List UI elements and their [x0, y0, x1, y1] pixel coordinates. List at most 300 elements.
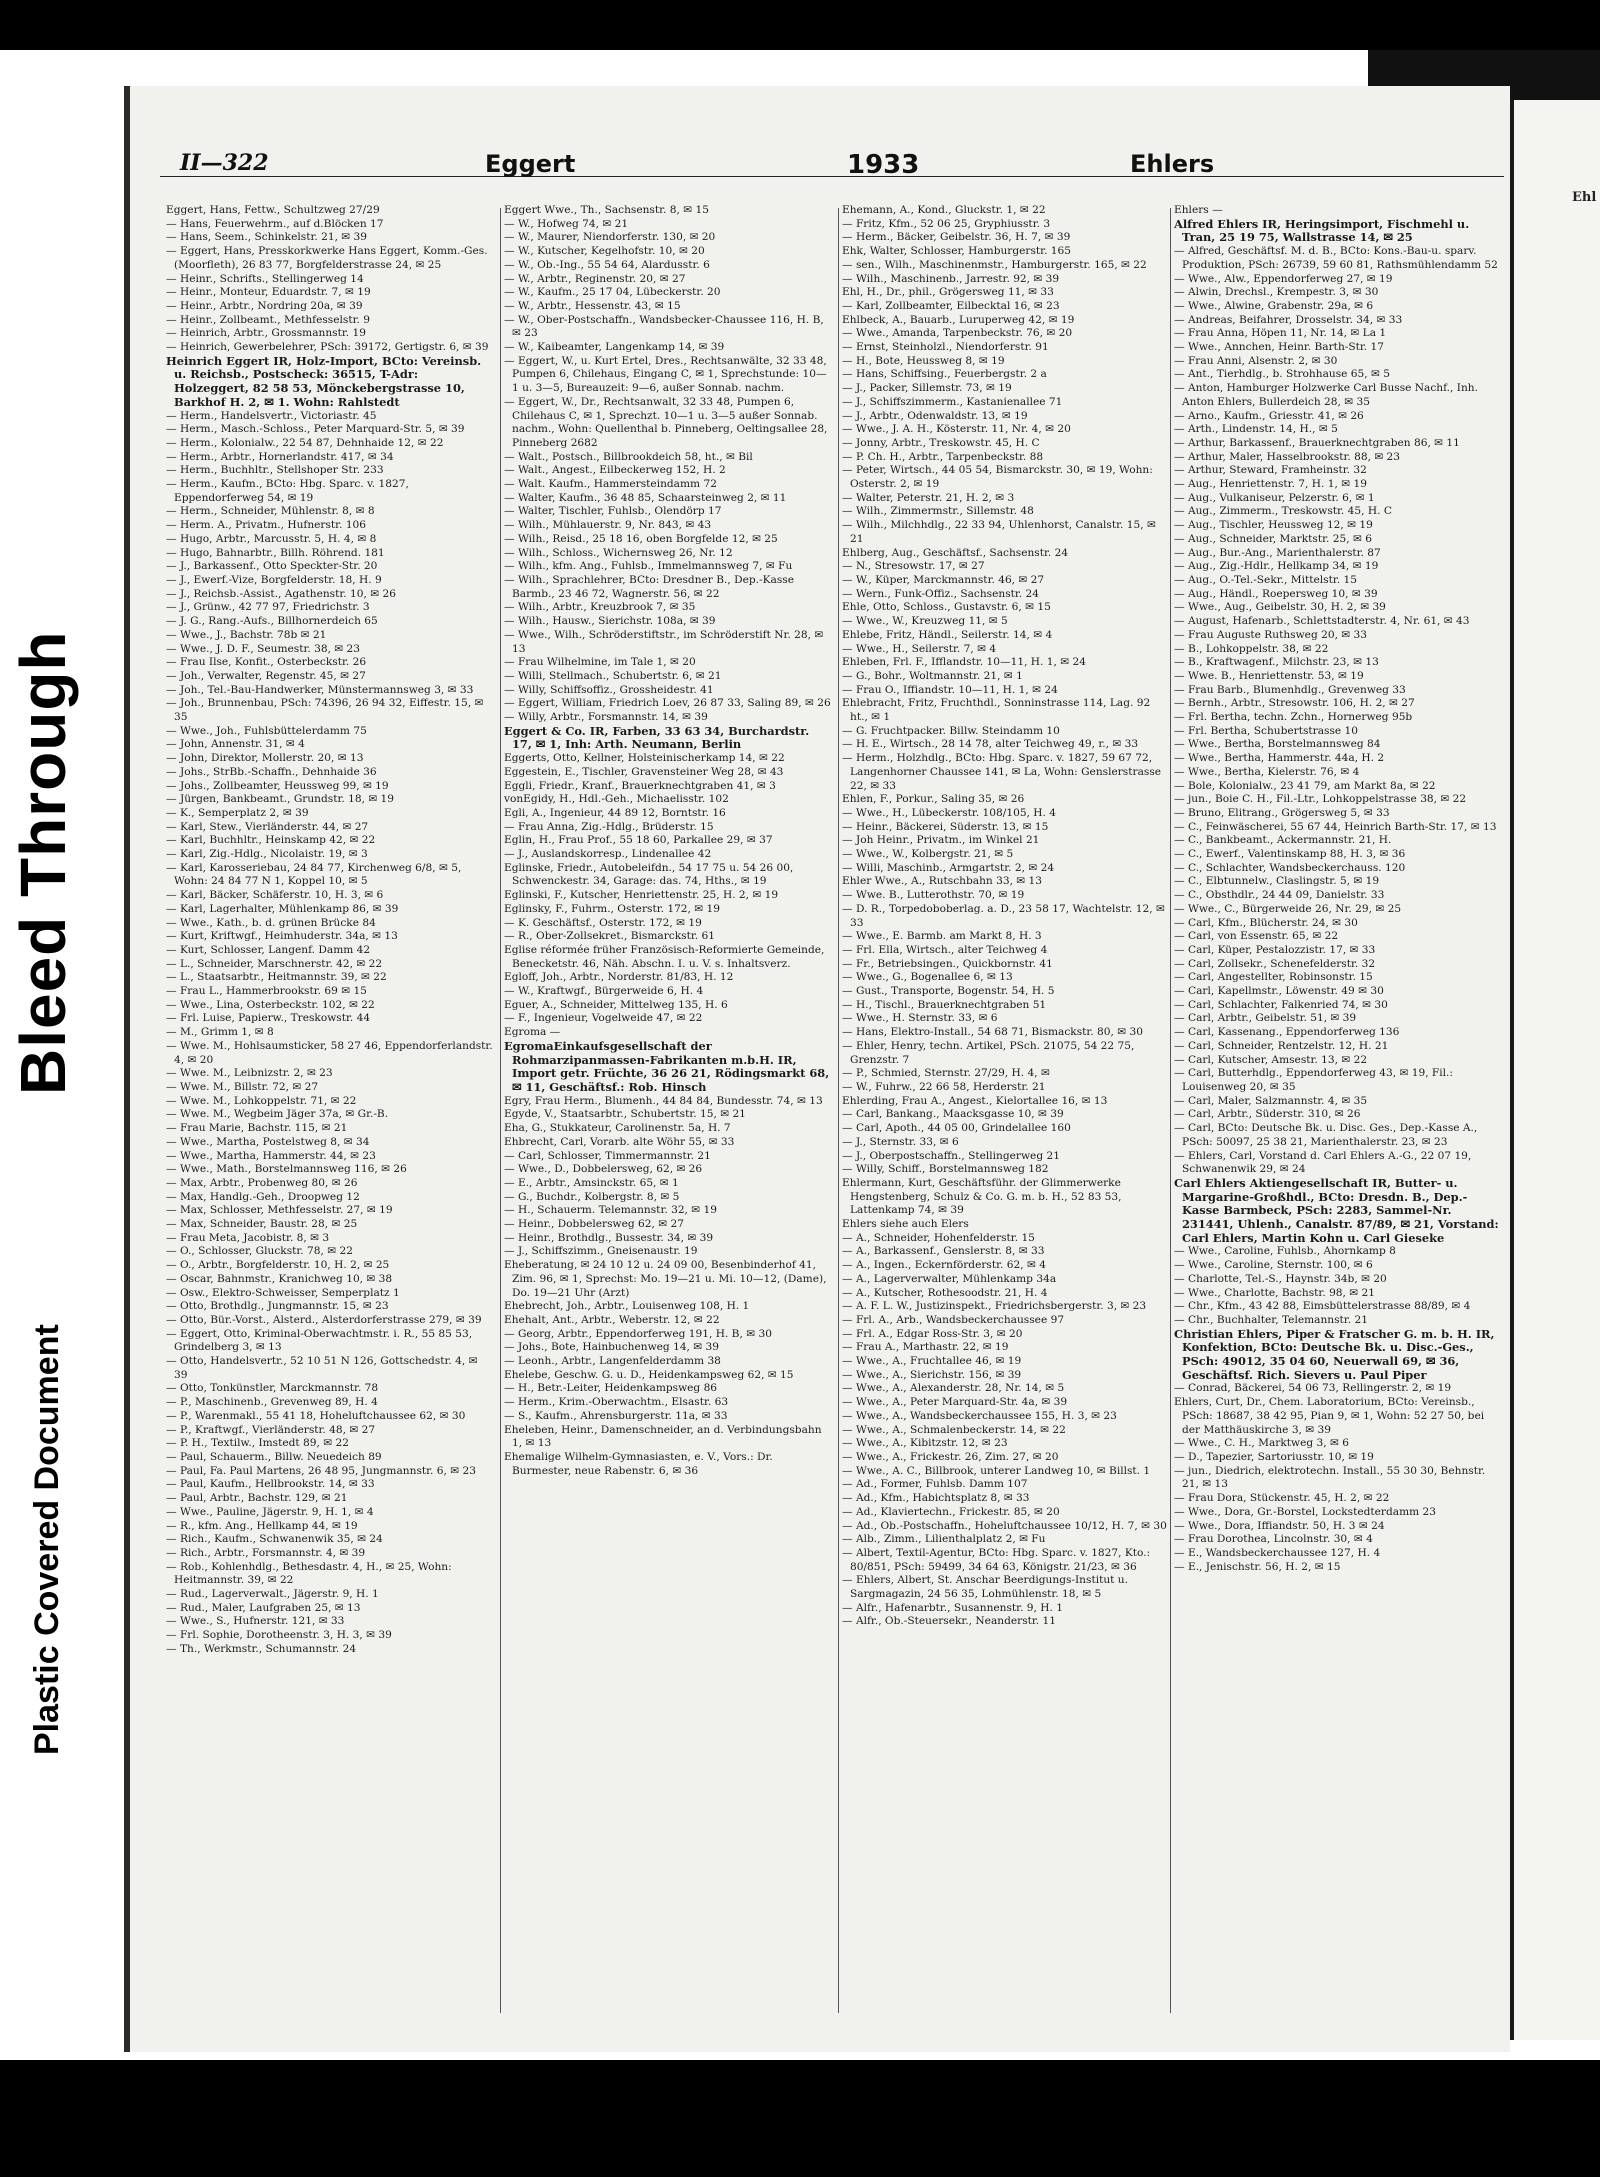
directory-entry: Eggli, Friedr., Kranf., Brauerknechtgraben 41, ✉ 3	[504, 779, 776, 792]
directory-entry: — Wwe., A., Sierichstr. 156, ✉ 39	[842, 1368, 1022, 1381]
directory-entry: — Wwe. M., Billstr. 72, ✉ 27	[166, 1081, 319, 1093]
directory-entry: — A., Kutscher, Rothesoodstr. 21, H. 4	[842, 1286, 1048, 1299]
directory-entry: — Arth., Lindenstr. 14, H., ✉ 5	[1174, 423, 1338, 436]
directory-entry: — Frau Auguste Ruthsweg 20, ✉ 33	[1174, 628, 1368, 641]
directory-entry: — Walt., Postsch., Billbrookdeich 58, ht., ✉ Bil	[504, 450, 753, 463]
plastic-covered-label: Plastic Covered Document	[28, 1324, 66, 1755]
directory-entry: — Rud., Lagerverwalt., Jägerstr. 9, H. 1	[166, 1588, 379, 1601]
header-last-entry: Ehlers	[1130, 150, 1215, 178]
directory-entry: — jun., Boie C. H., Fil.-Ltr., Lohkoppelstrasse 38, ✉ 22	[1174, 793, 1467, 806]
directory-entry: — Andreas, Beifahrer, Drosselstr. 34, ✉ 33	[1174, 313, 1403, 326]
directory-entry: — C., Feinwäscherei, 55 67 44, Heinrich Barth-Str. 17, ✉ 13	[1174, 820, 1497, 833]
directory-entry: — Walter, Kaufm., 36 48 85, Schaarsteinweg 2, ✉ 11	[504, 491, 787, 504]
directory-entry: — Wwe. M., Hohlsaumsticker, 58 27 46, Eppendorferlandstr. 4, ✉ 20	[166, 1039, 493, 1066]
directory-entry: — Carl, Kfm., Blücherstr. 24, ✉ 30	[1174, 916, 1358, 929]
directory-entry: Ehelebe, Geschw. G. u. D., Heidenkampsweg 62, ✉ 15	[504, 1368, 794, 1381]
directory-entry: Egli, A., Ingenieur, 44 89 12, Borntstr. 16	[504, 806, 726, 819]
directory-entry: — Frau Marie, Bachstr. 115, ✉ 21	[166, 1122, 348, 1135]
directory-entry: — Wilh., Mühlauerstr. 9, Nr. 843, ✉ 43	[504, 519, 712, 532]
column-2	[504, 204, 832, 2014]
directory-entry: Eglise réformée früher Französisch-Reformierte Gemeinde, Benecketstr. 46, Näh. Abschn. I. u. V. s. Inhaltsverz.	[504, 943, 825, 970]
directory-entry: — Carl, Kutscher, Amsestr. 13, ✉ 22	[1174, 1053, 1368, 1066]
directory-entry: — R., Ober-Zollsekret., Bismarckstr. 61	[504, 930, 715, 943]
directory-entry: — Karl, Buchhltr., Heinskamp 42, ✉ 22	[166, 834, 376, 847]
directory-entry: — C., Ewerf., Valentinskamp 88, H. 3, ✉ 36	[1174, 848, 1406, 861]
directory-entry: — Ad., Klaviertechn., Frickestr. 85, ✉ 20	[842, 1505, 1060, 1518]
directory-entry: — Wwe., S., Hufnerstr. 121, ✉ 33	[166, 1615, 345, 1628]
directory-entry: — J. G., Rang.-Aufs., Billhornerdeich 65	[166, 615, 378, 628]
directory-entry: — Karl, Bäcker, Schäferstr. 10, H. 3, ✉ 6	[166, 889, 384, 902]
directory-entry: Eglinsky, F., Fuhrm., Osterstr. 172, ✉ 19	[504, 902, 721, 915]
directory-entry: — Herm., Kaufm., BCto: Hbg. Sparc. v. 1827, Eppendorferweg 54, ✉ 19	[166, 478, 409, 504]
column-1	[166, 204, 494, 2014]
directory-entry: — Herm., Buchhltr., Stellshoper Str. 233	[166, 464, 384, 477]
bleed-through-label: Bleed Through	[7, 630, 79, 1095]
directory-entry: — H., Bote, Heussweg 8, ✉ 19	[842, 354, 1005, 367]
directory-entry: — Karl, Lagerhalter, Mühlenkamp 86, ✉ 39	[166, 902, 399, 915]
directory-entry: — Eggert, Otto, Kriminal-Oberwachtmstr. i. R., 55 85 53, Grindelberg 3, ✉ 13	[166, 1327, 473, 1354]
directory-entry: — Bruno, Elitrang., Grögersweg 5, ✉ 33	[1174, 806, 1390, 819]
directory-entry: — E., Jenischstr. 56, H. 2, ✉ 15	[1174, 1560, 1341, 1573]
directory-entry: — Wwe., Caroline, Fuhlsb., Ahornkamp 8	[1174, 1245, 1396, 1258]
directory-entry: — G., Buchdr., Kolbergstr. 8, ✉ 5	[504, 1190, 680, 1203]
directory-entry: — Wwe., Math., Borstelmannsweg 116, ✉ 26	[166, 1163, 407, 1176]
directory-entry: — Wwe., H., Seilerstr. 7, ✉ 4	[842, 642, 997, 655]
directory-entry: — M., Grimm 1, ✉ 8	[166, 1026, 274, 1039]
directory-entry: — Paul, Arbtr., Bachstr. 129, ✉ 21	[166, 1492, 348, 1505]
directory-entry: — Eggert, W., u. Kurt Ertel, Dres., Rechtsanwälte, 32 33 48, Pumpen 6, Chilehaus, Eingang C, ✉ 1, Sprechstunde: 10—1 u. 3—5, Bureauzeit: 9—6, außer Sonnab. nachm.	[504, 354, 827, 395]
directory-entry: — C., Obsthdlr., 24 44 09, Danielstr. 33	[1174, 889, 1385, 902]
directory-entry: — W., Maurer, Niendorferstr. 130, ✉ 20	[504, 231, 716, 244]
directory-entry: Eggerts, Otto, Kellner, Holsteinischerkamp 14, ✉ 22	[504, 752, 785, 765]
directory-entry: — Herm., Bäcker, Geibelstr. 36, H. 7, ✉ 39	[842, 231, 1071, 244]
directory-entry: — G. Fruchtpacker. Billw. Steindamm 10	[842, 724, 1060, 737]
header-year: 1933	[847, 150, 920, 180]
directory-entry: — Carl, Schlosser, Timmermannstr. 21	[504, 1149, 711, 1162]
directory-entry: — N., Stresowstr. 17, ✉ 27	[842, 560, 985, 573]
directory-entry: — Conrad, Bäckerei, 54 06 73, Rellingerstr. 2, ✉ 19	[1174, 1382, 1452, 1395]
directory-entry: — Wwe., Joh., Fuhlsbüttelerdamm 75	[166, 724, 367, 737]
directory-entry: — H., Betr.-Leiter, Heidenkampsweg 86	[504, 1382, 718, 1395]
directory-entry: Eglinske, Friedr., Autobeleifdn., 54 17 75 u. 54 26 00, Schwenckestr. 34, Garage: das. 74, Hths., ✉ 19	[504, 861, 794, 888]
directory-entry: — W., Arbtr., Reginenstr. 20, ✉ 27	[504, 272, 686, 285]
directory-entry: — O., Schlosser, Gluckstr. 78, ✉ 22	[166, 1245, 353, 1258]
directory-entry: — A., Ingen., Eckernförderstr. 62, ✉ 4	[842, 1259, 1046, 1272]
directory-entry: — Carl, Küper, Pestalozzistr. 17, ✉ 33	[1174, 943, 1376, 956]
directory-entry: — Wwe., C., Bürgerweide 26, Nr. 29, ✉ 25	[1174, 902, 1402, 915]
directory-entry: — Wwe., A., Alexanderstr. 28, Nr. 14, ✉ 5	[842, 1382, 1065, 1395]
directory-entry: — Rich., Kaufm., Schwanenwik 35, ✉ 24	[166, 1533, 383, 1546]
directory-entry: — Wwe., Bertha, Kielerstr. 76, ✉ 4	[1174, 765, 1360, 778]
directory-entry: — Aug., Schneider, Marktstr. 25, ✉ 6	[1174, 532, 1372, 545]
directory-entry: — Aug., Tischler, Heussweg 12, ✉ 19	[1174, 519, 1373, 532]
directory-entry: — K. Geschäftsf., Osterstr. 172, ✉ 19	[504, 916, 702, 929]
directory-entry: — jun., Diedrich, elektrotechn. Install., 55 30 30, Behnstr. 21, ✉ 13	[1174, 1464, 1486, 1491]
directory-entry: — J., Oberpostschaffn., Stellingerweg 21	[842, 1149, 1060, 1162]
directory-entry: — Alfr., Hafenarbtr., Susannenstr. 9, H. 1	[842, 1601, 1063, 1614]
directory-entry: — Oscar, Bahnmstr., Kranichweg 10, ✉ 38	[166, 1272, 393, 1285]
directory-entry: — Wwe., Annchen, Heinr. Barth-Str. 17	[1174, 341, 1384, 354]
directory-entry: — Carl, Apoth., 44 05 00, Grindelallee 160	[842, 1122, 1071, 1135]
directory-entry: — Charlotte, Tel.-S., Haynstr. 34b, ✉ 20	[1174, 1272, 1387, 1285]
directory-entry: — Walter, Peterstr. 21, H. 2, ✉ 3	[842, 491, 1015, 504]
next-page-header: Ehl	[1572, 190, 1597, 205]
directory-entry: — Frau A., Marthastr. 22, ✉ 19	[842, 1341, 1009, 1354]
directory-entry: — Carl, Arbtr., Geibelstr. 51, ✉ 39	[1174, 1012, 1357, 1025]
directory-entry: — W., Kaufm., 25 17 04, Lübeckerstr. 20	[504, 286, 721, 299]
columns	[166, 204, 1502, 2024]
directory-entry: — Herm., Krim.-Oberwachtm., Elsastr. 63	[504, 1396, 729, 1409]
directory-entry: — C., Elbtunnelw., Claslingstr. 5, ✉ 19	[1174, 875, 1380, 888]
directory-entry: — Wwe., C. H., Marktweg 3, ✉ 6	[1174, 1437, 1349, 1450]
directory-entry: — Carl, Schneider, Rentzelstr. 12, H. 21	[1174, 1039, 1389, 1052]
directory-entry: — Wwe. M., Leibnizstr. 2, ✉ 23	[166, 1067, 333, 1080]
directory-entry: Ehemann, A., Kond., Gluckstr. 1, ✉ 22	[842, 204, 1046, 216]
directory-entry: Eggert, Hans, Fettw., Schultzweg 27/29	[166, 204, 380, 216]
directory-entry: — Rob., Kohlenhdlg., Bethesdastr. 4, H., ✉ 25, Wohn: Heitmannstr. 39, ✉ 22	[166, 1560, 452, 1587]
directory-entry: — Arthur, Steward, Framheinstr. 32	[1174, 464, 1367, 477]
directory-entry: — sen., Wilh., Maschinenmstr., Hamburgerstr. 165, ✉ 22	[842, 258, 1147, 271]
directory-entry: — Anton, Hamburger Holzwerke Carl Busse Nachf., Inh. Anton Ehlers, Bullerdeich 28, ✉ 35	[1174, 382, 1478, 408]
directory-entry: — Hugo, Bahnarbtr., Billh. Röhrend. 181	[166, 546, 385, 559]
page-header	[160, 150, 1504, 180]
directory-entry: — Wwe., E. Barmb. am Markt 8, H. 3	[842, 930, 1042, 943]
directory-entry: — Frau Ilse, Konfit., Osterbeckstr. 26	[166, 656, 367, 669]
directory-entry: — Albert, Textil-Agentur, BCto: Hbg. Sparc. v. 1827, Kto.: 80/851, PSch: 59499, 34 64 63, Königstr. 21/23, ✉ 36	[842, 1546, 1151, 1573]
directory-entry: — Herm., Schneider, Mühlenstr. 8, ✉ 8	[166, 505, 375, 518]
directory-entry: — Alwin, Drechsl., Krempestr. 3, ✉ 30	[1174, 286, 1379, 299]
directory-entry: — W., Küper, Marckmannstr. 46, ✉ 27	[842, 573, 1045, 586]
directory-entry: — D., Tapezier, Sartoriusstr. 10, ✉ 19	[1174, 1450, 1374, 1463]
directory-entry: — Wwe. M., Lohkoppelstr. 71, ✉ 22	[166, 1094, 357, 1107]
directory-entry: — C., Bankbeamt., Ackermannstr. 21, H.	[1174, 834, 1392, 847]
directory-entry: — Willy, Arbtr., Forsmannstr. 14, ✉ 39	[504, 711, 708, 724]
directory-entry: — Frl. Luise, Papierw., Treskowstr. 44	[166, 1012, 371, 1025]
directory-entry: Carl Ehlers Aktiengesellschaft IR, Butter- u. Margarine-Großhdl., BCto: Dresdn. B., Dep.-Kasse Barmbeck, PSch: 2283, Sammel-Nr. 231441, Uhlenh., Canalstr. 87/89, ✉ 21, Vorstand: Carl Ehlers, Martin Kohn u. Carl Gieseke	[1174, 1175, 1499, 1245]
directory-entry: — O., Arbtr., Borgfelderstr. 10, H. 2, ✉ 25	[166, 1259, 390, 1272]
directory-entry: — K., Semperplatz 2, ✉ 39	[166, 806, 309, 819]
directory-entry: — Wwe., Dora, Iffiandstr. 50, H. 3 ✉ 24	[1174, 1519, 1385, 1532]
directory-entry: — Chr., Kfm., 43 42 88, Eimsbüttelerstrasse 88/89, ✉ 4	[1174, 1300, 1471, 1313]
directory-entry: Ehleben, Frl. F., Ifflandstr. 10—11, H. 1, ✉ 24	[842, 656, 1086, 669]
directory-entry: — Wwe., H., Lübeckerstr. 108/105, H. 4	[842, 806, 1057, 819]
directory-entry: — Frau Anna, Höpen 11, Nr. 14, ✉ La 1	[1174, 327, 1387, 340]
directory-entry: — Hans, Schiffsing., Feuerbergstr. 2 a	[842, 368, 1047, 381]
directory-entry: — Carl, von Essenstr. 65, ✉ 22	[1174, 930, 1339, 943]
directory-entry: — Wwe., W., Kreuzweg 11, ✉ 5	[842, 615, 1008, 628]
column-divider	[838, 208, 839, 2013]
directory-entry: — Wilh., Reisd., 25 18 16, oben Borgfelde 12, ✉ 25	[504, 532, 778, 545]
directory-entry: — Otto, Tonkünstler, Marckmannstr. 78	[166, 1382, 379, 1395]
directory-entry: — W., Ob.-Ing., 55 54 64, Alardusstr. 6	[504, 258, 710, 271]
directory-entry: — E., Wandsbeckerchaussee 127, H. 4	[1174, 1546, 1381, 1559]
directory-entry: — Georg, Arbtr., Eppendorferweg 191, H. B, ✉ 30	[504, 1327, 772, 1340]
directory-entry: — D. R., Torpedoboberlag. a. D., 23 58 17, Wachtelstr. 12, ✉ 33	[842, 902, 1165, 929]
directory-entry: — Ehler, Henry, techn. Artikel, PSch. 21075, 54 22 75, Grenzstr. 7	[842, 1039, 1135, 1066]
directory-entry: — Kurt, Schlosser, Langenf. Damm 42	[166, 943, 371, 956]
directory-entry: — Ehlers, Carl, Vorstand d. Carl Ehlers A.-G., 22 07 19, Schwanenwik 29, ✉ 24	[1174, 1149, 1472, 1176]
directory-entry: — Heinr., Zollbeamt., Methfesselstr. 9	[166, 313, 370, 326]
directory-entry: Eggert Wwe., Th., Sachsenstr. 8, ✉ 15	[504, 204, 709, 216]
directory-entry: — J., Grünw., 42 77 97, Friedrichstr. 3	[166, 601, 370, 614]
directory-entry: — Carl, Bankang., Maacksgasse 10, ✉ 39	[842, 1108, 1064, 1121]
directory-entry: — Wwe., J., Bachstr. 78b ✉ 21	[166, 628, 327, 641]
directory-entry: — Frl. Ella, Wirtsch., alter Teichweg 4	[842, 943, 1048, 956]
directory-entry: — J., Arbtr., Odenwaldstr. 13, ✉ 19	[842, 409, 1028, 422]
directory-entry: — August, Hafenarb., Schlettstadterstr. 4, Nr. 61, ✉ 43	[1174, 615, 1470, 628]
directory-entry: — Eggert, William, Friedrich Loev, 26 87 33, Saling 89, ✉ 26	[504, 697, 831, 710]
directory-entry: — Peter, Wirtsch., 44 05 54, Bismarckstr. 30, ✉ 19, Wohn: Osterstr. 2, ✉ 19	[842, 464, 1153, 491]
directory-entry: — Johs., StrBb.-Schaffn., Dehnhaide 36	[166, 765, 377, 778]
directory-entry: — Herm., Handelsvertr., Victoriastr. 45	[166, 409, 377, 422]
directory-entry: — W., Arbtr., Hessenstr. 43, ✉ 15	[504, 299, 681, 312]
directory-entry: — Heinr., Bäckerei, Süderstr. 13, ✉ 15	[842, 820, 1049, 833]
page-number: II—322	[180, 150, 269, 176]
directory-entry: — Willy, Schiffsoffiz., Grossheidestr. 41	[504, 683, 714, 696]
directory-entry: Ehl, H., Dr., phil., Grögersweg 11, ✉ 33	[842, 286, 1054, 299]
directory-entry: — W., Ober-Postschaffn., Wandsbecker-Chaussee 116, H. B, ✉ 23	[504, 313, 824, 340]
directory-entry: — Rud., Maler, Laufgraben 25, ✉ 13	[166, 1601, 361, 1614]
directory-entry: — Heinr., Dobbelersweg 62, ✉ 27	[504, 1218, 684, 1231]
directory-entry: — Ad., Kfm., Habichtsplatz 8, ✉ 33	[842, 1492, 1030, 1505]
directory-entry: — Frau O., Iffiandstr. 10—11, H. 1, ✉ 24	[842, 683, 1058, 696]
directory-entry: — L., Schneider, Marschnerstr. 42, ✉ 22	[166, 957, 383, 970]
directory-entry: — Hans, Feuerwehrm., auf d.Blöcken 17	[166, 217, 384, 230]
directory-entry: — Wwe., Martha, Hammerstr. 44, ✉ 23	[166, 1149, 376, 1162]
directory-entry: — W., Kraftwgf., Bürgerweide 6, H. 4	[504, 985, 704, 998]
directory-entry: — J., Reichsb.-Assist., Agathenstr. 10, ✉ 26	[166, 587, 396, 600]
directory-entry: — Wwe., G., Bogenallee 6, ✉ 13	[842, 971, 1013, 984]
directory-entry: Ehlebracht, Fritz, Fruchthdl., Sonninstrasse 114, Lag. 92 ht., ✉ 1	[842, 697, 1151, 724]
directory-entry: — G., Bohr., Woltmannstr. 21, ✉ 1	[842, 669, 1023, 682]
directory-entry: Ehlbeck, A., Bauarb., Luruperweg 42, ✉ 19	[842, 313, 1075, 326]
directory-entry: — Frau Dorothea, Lincolnstr. 30, ✉ 4	[1174, 1533, 1373, 1546]
directory-entry: — P., Warenmakl., 55 41 18, Hoheluftchaussee 62, ✉ 30	[166, 1409, 466, 1422]
directory-entry: — Wwe., Bertha, Hammerstr. 44a, H. 2	[1174, 752, 1385, 765]
directory-entry: — W., Kutscher, Kegelhofstr. 10, ✉ 20	[504, 245, 705, 258]
directory-entry: — Eggert, W., Dr., Rechtsanwalt, 32 33 48, Pumpen 6, Chilehaus C, ✉ 1, Sprechzt. 10—1 u. 3—5 außer Sonnab. nachm., Wohn: Quellenthal b. Pinneberg, Oeltingsallee 28, Pinneberg 2682	[504, 395, 828, 449]
directory-entry: — Wwe. M., Wegbeim Jäger 37a, ✉ Gr.-B.	[166, 1108, 389, 1121]
directory-entry: — J., Auslandskorresp., Lindenallee 42	[504, 848, 712, 861]
directory-entry: — Wwe., Charlotte, Bachstr. 98, ✉ 21	[1174, 1286, 1376, 1299]
directory-entry: Egroma —	[504, 1026, 561, 1039]
directory-entry: — Wwe., H. Sternstr. 33, ✉ 6	[842, 1012, 998, 1025]
directory-entry: — Max, Handlg.-Geh., Droopweg 12	[166, 1190, 360, 1203]
directory-entry: — Aug., Bur.-Ang., Marienthalerstr. 87	[1174, 546, 1381, 559]
directory-entry: — Paul, Fa. Paul Martens, 26 48 95, Jungmannstr. 6, ✉ 23	[166, 1464, 476, 1477]
directory-entry: — Aug., O.-Tel.-Sekr., Mittelstr. 15	[1174, 573, 1357, 586]
directory-entry: — Aug., Vulkaniseur, Pelzerstr. 6, ✉ 1	[1174, 491, 1375, 504]
directory-entry: — Fritz, Kfm., 52 06 25, Gryphiusstr. 3	[842, 217, 1051, 230]
directory-entry: — Ant., Tierhdlg., b. Strohhause 65, ✉ 5	[1174, 368, 1390, 381]
directory-entry: — Frl. A., Edgar Ross-Str. 3, ✉ 20	[842, 1327, 1023, 1340]
directory-entry: — H., Tischl., Brauerknechtgraben 51	[842, 998, 1047, 1011]
directory-entry: — Willy, Schiff., Borstelmannsweg 182	[842, 1163, 1049, 1176]
directory-entry: — Walter, Tischler, Fuhlsb., Olendörp 17	[504, 505, 722, 518]
directory-entry: — Kurt, Kriftwgf., Heimhuderstr. 34a, ✉ 13	[166, 930, 398, 943]
directory-entry: — Wwe., Wilh., Schröderstiftstr., im Schröderstift Nr. 28, ✉ 13	[504, 628, 824, 655]
directory-entry: — Fr., Betriebsingen., Quickbornstr. 41	[842, 957, 1053, 970]
directory-entry: — Heinr., Arbtr., Nordring 20a, ✉ 39	[166, 299, 363, 312]
directory-entry: — Joh., Brunnenbau, PSch: 74396, 26 94 32, Eiffestr. 15, ✉ 35	[166, 697, 484, 724]
directory-entry: — Karl, Stew., Vierländerstr. 44, ✉ 27	[166, 820, 369, 833]
directory-entry: — J., Sternstr. 33, ✉ 6	[842, 1135, 959, 1148]
column-3	[842, 204, 1170, 2014]
directory-entry: Eheleben, Heinr., Damenschneider, an d. Verbindungsbahn 1, ✉ 13	[504, 1423, 822, 1450]
directory-entry: — Carl, Kapellmstr., Löwenstr. 49 ✉ 30	[1174, 985, 1384, 998]
directory-entry: — Willi, Maschinb., Armgartstr. 2, ✉ 24	[842, 861, 1055, 874]
directory-entry: — Heinr., Brothdlg., Bussestr. 34, ✉ 39	[504, 1231, 714, 1244]
directory-entry: — Wwe., Kath., b. d. grünen Brücke 84	[166, 916, 376, 929]
directory-entry: — Frau Dora, Stückenstr. 45, H. 2, ✉ 22	[1174, 1492, 1390, 1505]
directory-entry: Ehle, Otto, Schloss., Gustavstr. 6, ✉ 15	[842, 601, 1051, 614]
directory-entry: — Wwe., J. D. F., Seumestr. 38, ✉ 23	[166, 642, 361, 655]
directory-entry: — Carl, BCto: Deutsche Bk. u. Disc. Ges., Dep.-Kasse A., PSch: 50097, 25 38 21, Marienthalerstr. 23, ✉ 23	[1174, 1122, 1478, 1148]
directory-entry: Eheberatung, ✉ 24 10 12 u. 24 09 00, Besenbinderhof 41, Zim. 96, ✉ 1, Sprechst: Mo. 19—21 u. Mi. 10—12, (Dame), Do. 19—21 Uhr (Arzt)	[504, 1259, 827, 1299]
directory-entry: — Wwe., Aug., Geibelstr. 30, H. 2, ✉ 39	[1174, 601, 1386, 614]
directory-entry: — Wwe., Alwine, Grabenstr. 29a, ✉ 6	[1174, 299, 1374, 312]
directory-entry: Ehk, Walter, Schlosser, Hamburgerstr. 165	[842, 245, 1072, 258]
directory-entry: — Carl, Angestellter, Robinsonstr. 15	[1174, 971, 1373, 984]
directory-entry: — Max, Schlosser, Methfesselstr. 27, ✉ 19	[166, 1204, 393, 1217]
directory-entry: — Herm. A., Privatm., Hufnerstr. 106	[166, 519, 367, 532]
directory-entry: — Carl, Schlachter, Falkenried 74, ✉ 30	[1174, 998, 1388, 1011]
directory-entry: — Chr., Buchhalter, Telemannstr. 21	[1174, 1313, 1368, 1326]
directory-entry: — Joh., Verwalter, Regenstr. 45, ✉ 27	[166, 669, 366, 682]
column-4	[1174, 204, 1502, 2014]
directory-entry: — Frl. Sophie, Dorotheenstr. 3, H. 3, ✉ 39	[166, 1629, 392, 1642]
directory-entry: — Herm., Arbtr., Hornerlandstr. 417, ✉ 34	[166, 450, 394, 463]
directory-entry: Egloff, Joh., Arbtr., Norderstr. 81/83, H. 12	[504, 971, 734, 984]
directory-entry: — Johs., Bote, Hainbuchenweg 14, ✉ 39	[504, 1341, 720, 1354]
directory-entry: — Herm., Masch.-Schloss., Peter Marquard-Str. 5, ✉ 39	[166, 423, 465, 436]
next-page-strip	[1514, 100, 1600, 2040]
directory-entry: — Jürgen, Bankbeamt., Grundstr. 18, ✉ 19	[166, 793, 395, 806]
directory-entry: — Willi, Stellmach., Schubertstr. 6, ✉ 21	[504, 669, 722, 682]
directory-page	[124, 86, 1510, 2052]
directory-entry: — Aug., Henriettenstr. 7, H. 1, ✉ 19	[1174, 478, 1367, 491]
directory-entry: — F., Ingenieur, Vogelweide 47, ✉ 22	[504, 1012, 703, 1025]
directory-entry: — Ad., Ob.-Postschaffn., Hoheluftchaussee 10/12, H. 7, ✉ 30	[842, 1519, 1167, 1532]
directory-entry: — J., Schiffszimm., Gneisenaustr. 19	[504, 1245, 698, 1258]
directory-entry: — Wilh., Schloss., Wichernsweg 26, Nr. 12	[504, 546, 733, 559]
scan-border-bottom	[0, 2060, 1600, 2177]
directory-entry: — Wwe., Bertha, Borstelmannsweg 84	[1174, 738, 1381, 751]
directory-entry: — Herm., Holzhdlg., BCto: Hbg. Sparc. v. 1827, 59 67 72, Langenhorner Chaussee 141, ✉ La, Wohn: Genslerstrasse 22, ✉ 33	[842, 752, 1162, 792]
directory-entry: Ehlers —	[1174, 204, 1223, 216]
directory-entry: — J., Ewerf.-Vize, Borgfelderstr. 18, H. 9	[166, 573, 382, 586]
directory-entry: — Karl, Karosseriebau, 24 84 77, Kirchenweg 6/8, ✉ 5, Wohn: 24 84 77 N 1, Koppel 10, ✉ 5	[166, 861, 462, 888]
directory-entry: — Joh Heinr., Privatm., im Winkel 21	[842, 834, 1040, 847]
directory-entry: — Wwe., Caroline, Sternstr. 100, ✉ 6	[1174, 1259, 1373, 1272]
directory-entry: — Karl, Zollbeamter, Eilbecktal 16, ✉ 23	[842, 299, 1060, 312]
directory-entry: — Frau Anna, Zig.-Hdlg., Brüderstr. 15	[504, 820, 714, 833]
directory-entry: — Heinr., Schrifts., Stellingerweg 14	[166, 272, 364, 285]
directory-entry: — A. F. L. W., Justizinspekt., Friedrichsbergerstr. 3, ✉ 23	[842, 1300, 1147, 1313]
directory-entry: — Carl, Arbtr., Süderstr. 310, ✉ 26	[1174, 1108, 1361, 1121]
directory-entry: — Wwe. B., Lutterothstr. 70, ✉ 19	[842, 889, 1025, 902]
directory-entry: — Joh., Tel.-Bau-Handwerker, Münstermannsweg 3, ✉ 33	[166, 683, 474, 696]
directory-entry: Egyde, V., Staatsarbtr., Schubertstr. 15, ✉ 21	[504, 1108, 746, 1121]
directory-entry: — H., Schauerm. Telemannstr. 32, ✉ 19	[504, 1204, 718, 1217]
directory-entry: Ehlers, Curt, Dr., Chem. Laboratorium, BCto: Vereinsb., PSch: 18687, 38 42 95, Pian 9, ✉ 1, Wohn: 52 27 50, bei der Matthäuskirche 3, ✉ 39	[1174, 1396, 1485, 1436]
directory-entry: — Wwe., Dora, Gr.-Borstel, Lockstedterdamm 23	[1174, 1505, 1437, 1518]
directory-entry: — Frau Anni, Alsenstr. 2, ✉ 30	[1174, 354, 1338, 367]
directory-entry: — Aug., Zimmerm., Treskowstr. 45, H. C	[1174, 505, 1392, 518]
directory-entry: — Heinr., Monteur, Eduardstr. 7, ✉ 19	[166, 286, 371, 299]
scan-border-top	[0, 0, 1600, 50]
directory-entry: — L., Staatsarbtr., Heitmannstr. 39, ✉ 22	[166, 971, 387, 984]
directory-entry: Ehlberg, Aug., Geschäftsf., Sachsenstr. 24	[842, 546, 1069, 559]
directory-entry: — Wwe., A., Schmalenbeckerstr. 14, ✉ 22	[842, 1423, 1066, 1436]
directory-entry: Egry, Frau Herm., Blumenh., 44 84 84, Bundesstr. 74, ✉ 13	[504, 1094, 823, 1107]
directory-entry: — Carl, Maler, Salzmannstr. 4, ✉ 35	[1174, 1094, 1368, 1107]
directory-entry: Ehler Wwe., A., Rutschbahn 33, ✉ 13	[842, 875, 1043, 888]
directory-entry: — Wwe., Amanda, Tarpenbeckstr. 76, ✉ 20	[842, 327, 1073, 340]
directory-entry: — Herm., Kolonialw., 22 54 87, Dehnhaide 12, ✉ 22	[166, 436, 444, 449]
directory-entry: — Wwe., Martha, Postelstweg 8, ✉ 34	[166, 1135, 370, 1148]
directory-entry: — Jonny, Arbtr., Treskowstr. 45, H. C	[842, 436, 1040, 449]
directory-entry: — Wwe., J. A. H., Kösterstr. 11, Nr. 4, ✉ 20	[842, 423, 1071, 436]
directory-entry: EgromaEinkaufsgesellschaft der Rohmarzipanmassen-Fabrikanten m.b.H. IR, Import getr. Früchte, 36 26 21, Rödingsmarkt 68, ✉ 11, Geschäftsf.: Rob. Hinsch	[504, 1038, 830, 1094]
directory-entry: — Wwe., Lina, Osterbeckstr. 102, ✉ 22	[166, 998, 375, 1011]
directory-entry: — Paul, Schauerm., Billw. Neuedeich 89	[166, 1450, 382, 1463]
directory-entry: — Wilh., kfm. Ang., Fuhlsb., Immelmannsweg 7, ✉ Fu	[504, 560, 793, 573]
directory-entry: — J., Schiffszimmerm., Kastanienallee 71	[842, 395, 1063, 408]
directory-entry: — Frau Barb., Blumenhdlg., Grevenweg 33	[1174, 683, 1406, 696]
directory-entry: — Wwe., A., Kibitzstr. 12, ✉ 23	[842, 1437, 1008, 1450]
directory-entry: — Wwe., A., Frickestr. 26, Zim. 27, ✉ 20	[842, 1450, 1059, 1463]
directory-entry: — Wwe., Pauline, Jägerstr. 9, H. 1, ✉ 4	[166, 1505, 374, 1518]
directory-entry: — Wwe., A. C., Billbrook, unterer Landweg 10, ✉ Billst. 1	[842, 1464, 1151, 1477]
directory-entry: — Walt. Kaufm., Hammersteindamm 72	[504, 478, 717, 491]
directory-entry: — A., Schneider, Hohenfelderstr. 15	[842, 1231, 1035, 1244]
directory-entry: — Osw., Elektro-Schweisser, Semperplatz 1	[166, 1286, 400, 1299]
directory-entry: — Alb., Zimm., Lilienthalplatz 2, ✉ Fu	[842, 1533, 1046, 1546]
directory-entry: — Otto, Brothdlg., Jungmannstr. 15, ✉ 23	[166, 1300, 389, 1313]
directory-entry: — Heinrich, Arbtr., Grossmannstr. 19	[166, 327, 366, 340]
directory-entry: — Gust., Transporte, Bogenstr. 54, H. 5	[842, 985, 1055, 998]
directory-entry: — Alfr., Ob.-Steuersekr., Neanderstr. 11	[842, 1615, 1057, 1628]
directory-entry: — Arno., Kaufm., Griesstr. 41, ✉ 26	[1174, 409, 1364, 422]
directory-entry: — Wwe., Alw., Eppendorferweg 27, ✉ 19	[1174, 272, 1393, 285]
directory-entry: — Wilh., Milchhdlg., 22 33 94, Uhlenhorst, Canalstr. 15, ✉ 21	[842, 519, 1156, 545]
directory-entry: — Wilh., Sprachlehrer, BCto: Dresdner B., Dep.-Kasse Barmb., 23 46 72, Wagnerstr. 56, ✉ 22	[504, 573, 794, 600]
directory-entry: Eglin, H., Frau Prof., 55 18 60, Parkallee 29, ✉ 37	[504, 834, 773, 847]
directory-entry: — C., Schlachter, Wandsbeckerchauss. 120	[1174, 861, 1406, 874]
directory-entry: — Johs., Zollbeamter, Heussweg 99, ✉ 19	[166, 779, 389, 792]
directory-entry: Ehemalige Wilhelm-Gymnasiasten, e. V., Vors.: Dr. Burmester, neue Rabenstr. 6, ✉ 36	[504, 1450, 773, 1477]
directory-entry: Eggestein, E., Tischler, Gravensteiner Weg 28, ✉ 43	[504, 765, 784, 778]
directory-entry: — Aug., Händl., Roepersweg 10, ✉ 39	[1174, 587, 1378, 600]
directory-entry: — Wwe., A., Peter Marquard-Str. 4a, ✉ 39	[842, 1396, 1068, 1409]
directory-entry: — P. H., Textilw., Imstedt 89, ✉ 22	[166, 1437, 349, 1450]
directory-entry: — W., Hofweg 74, ✉ 21	[504, 217, 629, 230]
directory-entry: — E., Arbtr., Amsinckstr. 65, ✉ 1	[504, 1176, 679, 1189]
directory-entry: — Paul, Kaufm., Hellbrookstr. 14, ✉ 33	[166, 1478, 375, 1491]
directory-entry: — Hans, Seem., Schinkelstr. 21, ✉ 39	[166, 231, 368, 244]
directory-entry: — P., Schmied, Sternstr. 27/29, H. 4, ✉	[842, 1067, 1050, 1080]
directory-entry: — Alfred, Geschäftsf. M. d. B., BCto: Kons.-Bau-u. sparv. Produktion, PSch: 26739, 59 60 81, Rathsmühlendamm 52	[1174, 245, 1498, 271]
directory-entry: — Bole, Kolonialw., 23 41 79, am Markt 8a, ✉ 22	[1174, 779, 1436, 792]
directory-entry: — Carl, Butterhdlg., Eppendorferweg 43, ✉ 19, Fil.: Louisenweg 20, ✉ 35	[1174, 1067, 1453, 1093]
directory-entry: — H. E., Wirtsch., 28 14 78, alter Teichweg 49, r., ✉ 33	[842, 738, 1139, 751]
directory-entry: — Frau Wilhelmine, im Tale 1, ✉ 20	[504, 656, 696, 669]
directory-entry: Heinrich Eggert IR, Holz-Import, BCto: Vereinsb. u. Reichsb., Postscheck: 36515, T-Adr: Holzeggert, 82 58 53, Mönckebergstrasse 10, Barkhof H. 2, ✉ 1. Wohn: Rahlstedt	[166, 353, 482, 409]
directory-entry: Ehlebe, Fritz, Händl., Seilerstr. 14, ✉ 4	[842, 628, 1053, 641]
directory-entry: — P., Kraftwgf., Vierländerstr. 48, ✉ 27	[166, 1423, 376, 1436]
directory-entry: Ehlermann, Kurt, Geschäftsführ. der Glimmerwerke Hengstenberg, Schulz & Co. G. m. b. H., 52 83 53, Lattenkamp 74, ✉ 39	[842, 1176, 1122, 1217]
